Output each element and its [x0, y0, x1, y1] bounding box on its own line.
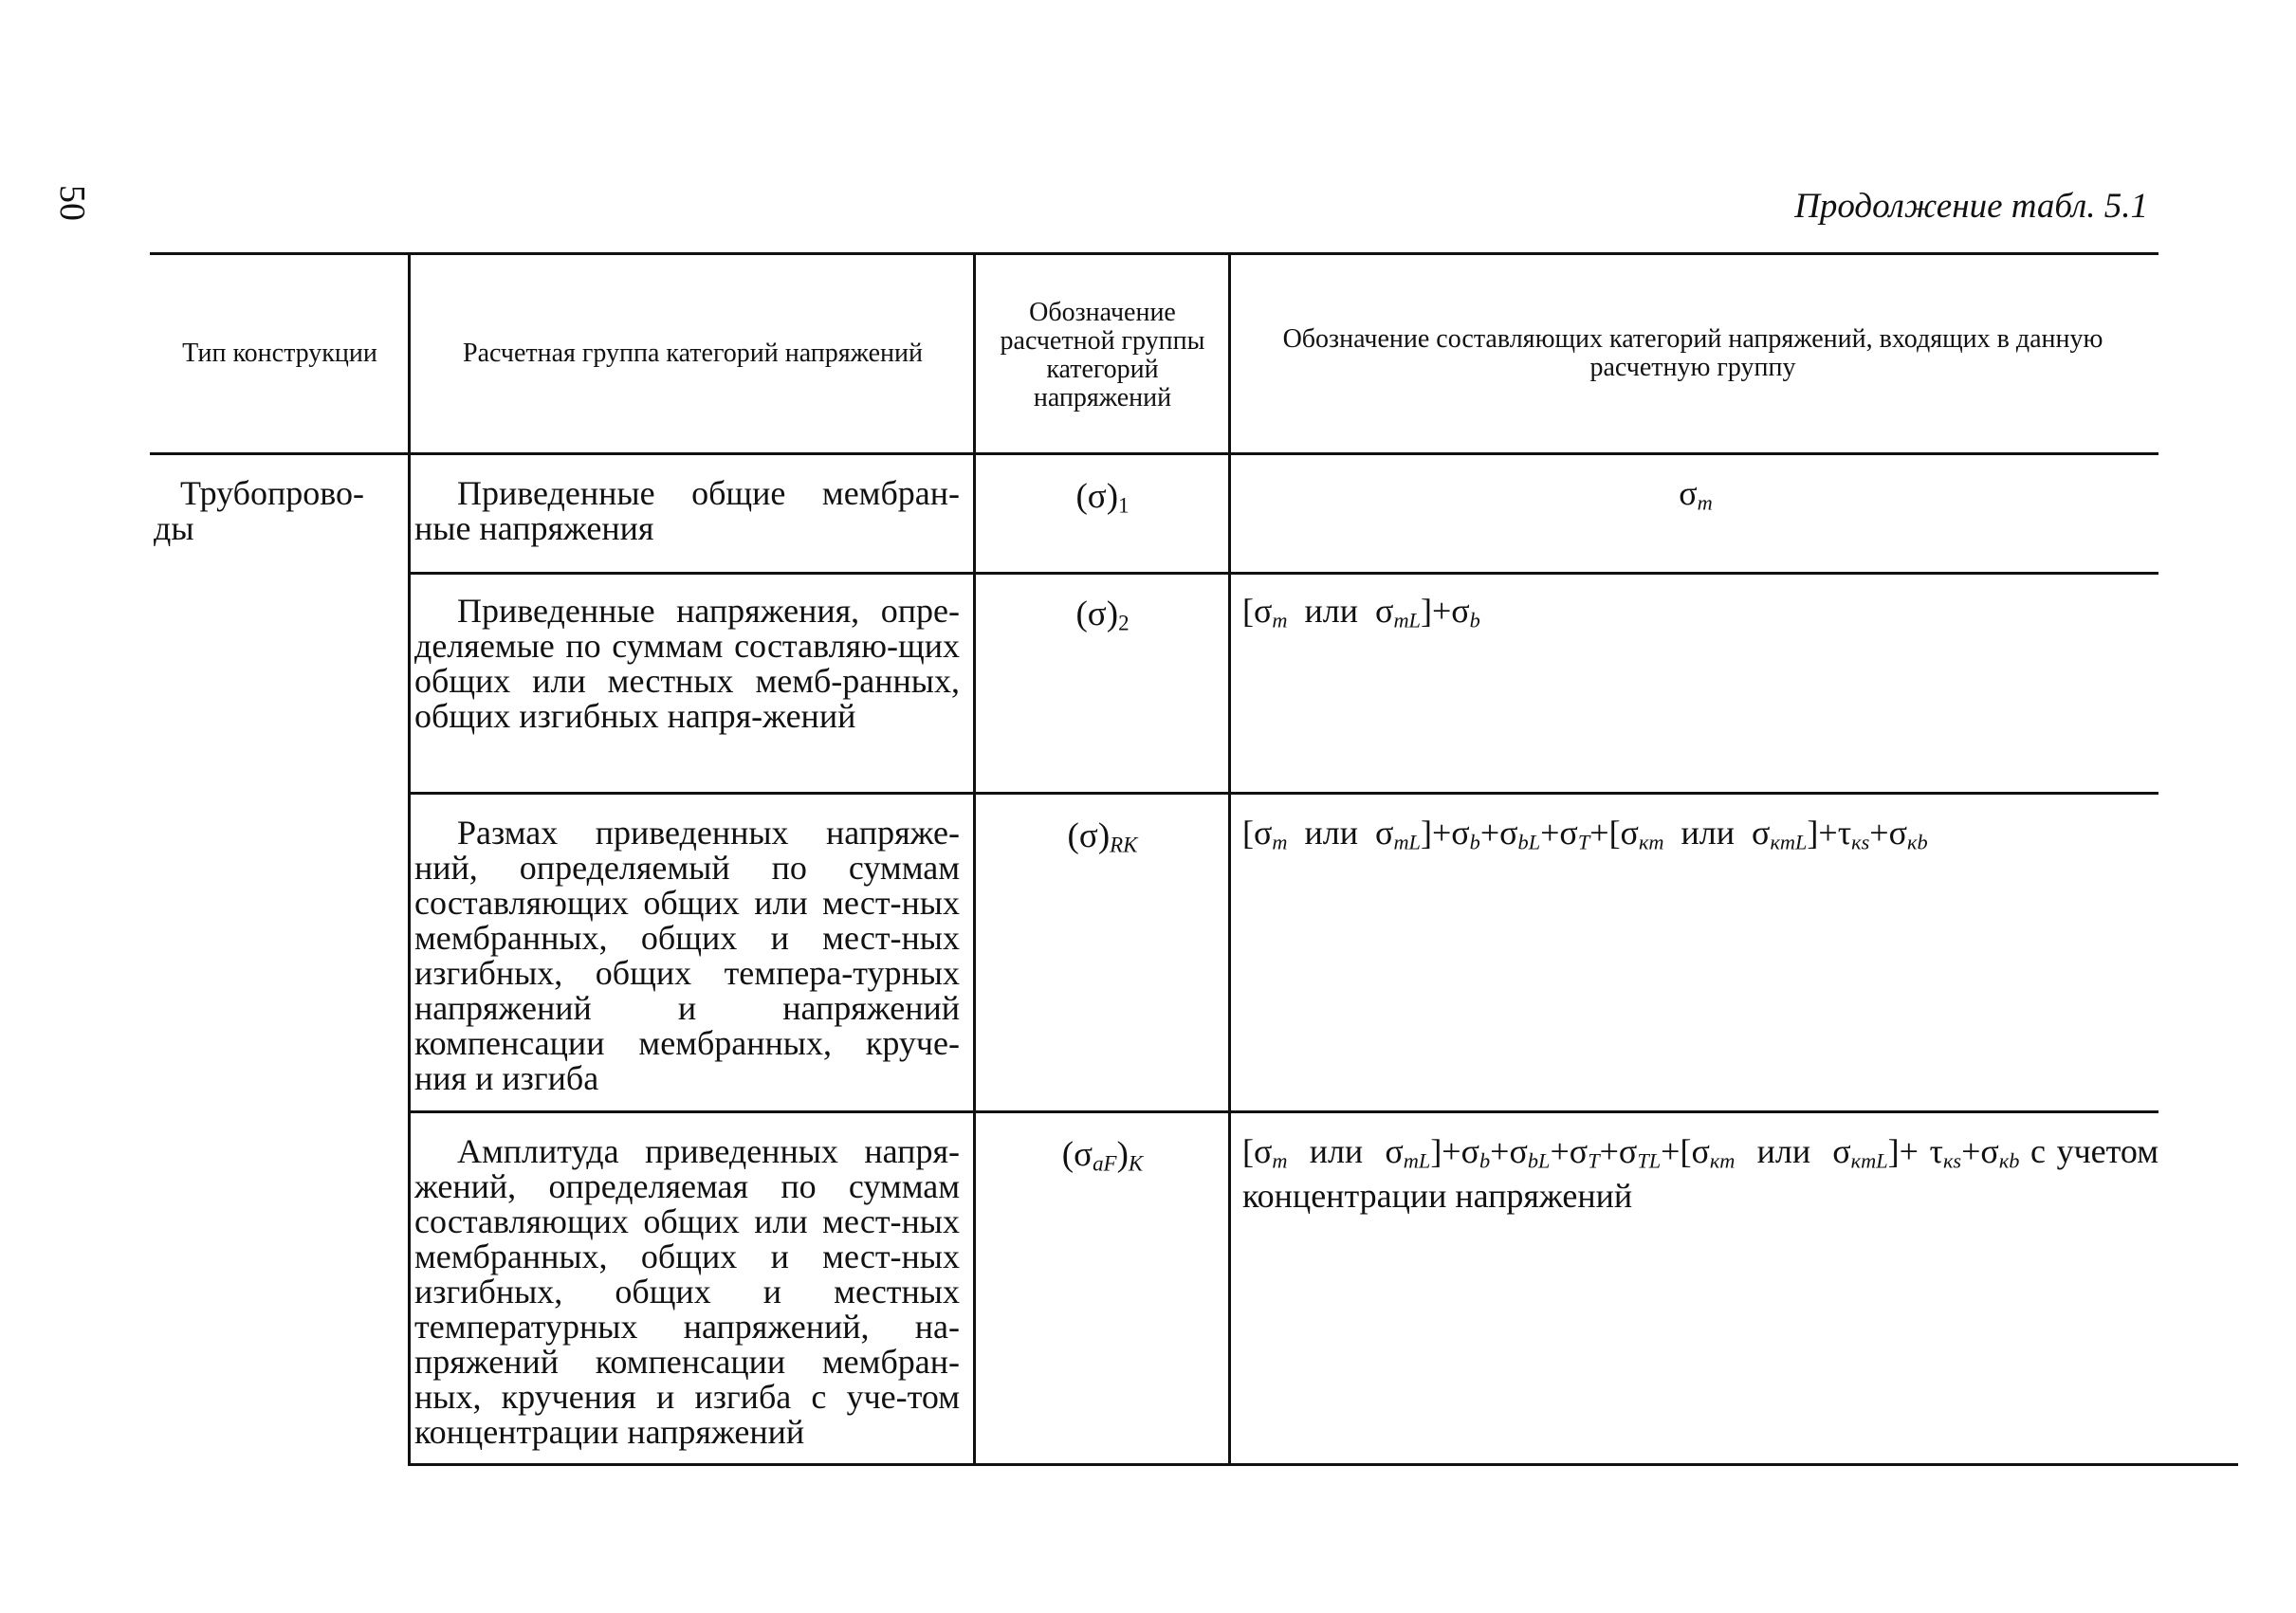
row-4-components: [$\sigma_m$ или $\sigma_{mL}]+\sigma_b+\sigma_{bL}+\sigma_T+\sigma_{TL}+[\sigma_{кm}$ или $\sigma_{кmL}]+ \tau_{кs}+\sigma_{кb}$ с учетом концентрации напряжений	[1242, 1132, 2159, 1215]
header-components: Обозначение составляющих категорий напряжений, входящих в данную расчетную группу	[1282, 323, 2103, 382]
row-3-designation: $(\sigma)_{RK}$	[1067, 816, 1138, 857]
row-3-components: [$\sigma_m$ или $\sigma_{mL}]+\sigma_b+\sigma_{bL}+\sigma_T+[\sigma_{кm}$ или $\sigma_{кmL}]+\tau_{кs}+\sigma_{кb}$	[1242, 814, 1928, 854]
row-3-group: Размах приведенных напряже-ний, определяемый по суммам составляющих общих или мест-ных мембранных, общих и мест-ных изгибных, общих темпера-турных напряжений и напряжений компенсации мембранных, круче-ния и изгиба	[414, 814, 960, 1097]
page-number: 50	[52, 185, 92, 221]
header-type: Тип конструкции	[182, 338, 377, 368]
column-divider-1	[408, 252, 411, 1466]
column-divider-2	[973, 252, 976, 1466]
header-designation: Обозначение расчетной группы категорий напряжений	[1000, 298, 1205, 412]
row-1-components: $\sigma_m$	[1679, 474, 1713, 515]
row-divider-1	[410, 572, 2158, 575]
row-1-designation: $(\sigma)_1$	[1075, 477, 1130, 518]
row-4-designation: $(\sigma_{aF})_K$	[1061, 1135, 1144, 1176]
row-divider-3	[410, 1110, 2158, 1113]
row-2-group: Приведенные напряжения, опре-деляемые по суммам составляю-щих общих или местных мемб-ранных, общих изгибных напря-жений	[414, 592, 960, 735]
table-bottom-rule	[410, 1463, 2238, 1466]
header-group: Расчетная группа категорий напряжений	[463, 338, 923, 368]
row-divider-2	[410, 792, 2158, 795]
row-2-components: [$\sigma_m$ или $\sigma_{mL}]+\sigma_b$	[1242, 592, 1480, 632]
row-4-group: Амплитуда приведенных напря-жений, определяемая по суммам составляющих общих или мест-ных мембранных, общих и мест-ных изгибных, общих и местных температурных напряжений, на-пряжений компенсации мембран-ных, кручения и изгиба с уче-том концентрации напряжений	[414, 1132, 960, 1451]
table-caption: Продолжение табл. 5.1	[1794, 187, 2148, 226]
row-2-designation: $(\sigma)_2$	[1075, 595, 1130, 635]
construction-type: Трубопрово- ды	[154, 474, 364, 547]
header-bottom-rule	[150, 452, 2158, 455]
column-divider-3	[1228, 252, 1231, 1466]
table-top-rule	[150, 252, 2158, 255]
row-1-group: Приведенные общие мембран-ные напряжения	[414, 474, 960, 547]
